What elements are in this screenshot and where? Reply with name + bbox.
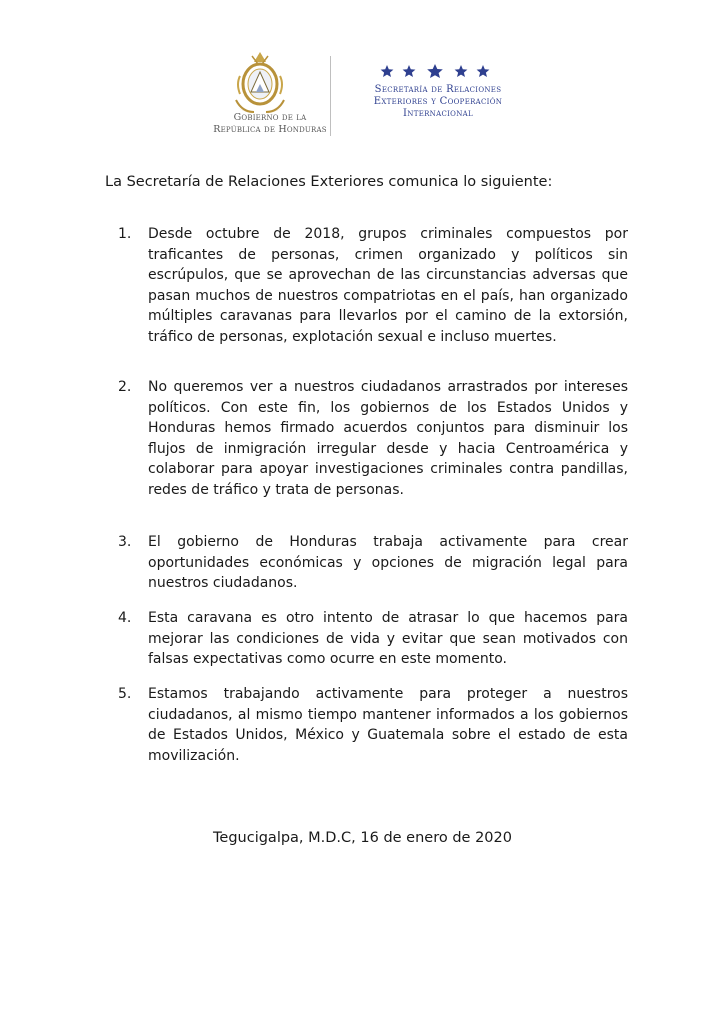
- list-item: [118, 224, 628, 347]
- ministry-line-1: Secretaría de Relaciones: [374, 84, 502, 95]
- list-item: [118, 608, 628, 670]
- ministry-name: [338, 84, 538, 120]
- ministry-line-3: Internacional: [403, 108, 473, 119]
- letterhead: [0, 0, 725, 150]
- item-number: 4.: [118, 610, 132, 626]
- honduras-coat-of-arms-icon: [232, 50, 288, 120]
- item-number: 5.: [118, 686, 132, 702]
- item-text: El gobierno de Honduras trabaja activamente para crear oportunidades económicas y opciones de migración legal para nuestros ciudadanos.: [148, 534, 628, 591]
- list-item: [118, 532, 628, 594]
- place-and-date: Tegucigalpa, M.D.C, 16 de enero de 2020: [213, 830, 512, 846]
- ministry-line-2: Exteriores y Cooperación: [373, 96, 503, 107]
- item-number: 2.: [118, 379, 132, 395]
- intro-statement: La Secretaría de Relaciones Exteriores comunica lo siguiente:: [105, 174, 553, 190]
- item-text: Estamos trabajando activamente para proteger a nuestros ciudadanos, al mismo tiempo mantener informados a los gobiernos de Estados Unidos, México y Guatemala sobre el estado de esta movilización.: [148, 686, 628, 764]
- gov-line-1: Gobierno de la: [233, 112, 307, 123]
- item-number: 1.: [118, 226, 132, 242]
- item-text: Esta caravana es otro intento de atrasar lo que hacemos para mejorar las condiciones de vida y evitar que sean motivados con falsas expectativas como ocurre en este momento.: [148, 610, 628, 667]
- header-divider: [330, 56, 331, 136]
- stars-icon: [380, 64, 490, 78]
- item-number: 3.: [118, 534, 132, 550]
- government-name: [210, 112, 330, 136]
- gov-line-2: República de Honduras: [213, 124, 327, 135]
- list-item: [118, 377, 628, 500]
- item-text: Desde octubre de 2018, grupos criminales compuestos por traficantes de personas, crimen organizado y políticos sin escrúpulos, que se aprovechan de las circunstancias adversas que pasan muchos de nuestros compatriotas en el país, han organizado múltiples caravanas para llevarlos por el camino de la extorsión, tráfico de personas, explotación sexual e incluso muertes.: [148, 226, 628, 345]
- item-text: No queremos ver a nuestros ciudadanos arrastrados por intereses políticos. Con este fin, los gobiernos de los Estados Unidos y Honduras hemos firmado acuerdos conjuntos para disminuir los flujos de inmigración irregular desde y hacia Centroamérica y colaborar para apoyar investigaciones criminales contra pandillas, redes de tráfico y trata de personas.: [148, 379, 628, 498]
- list-item: [118, 684, 628, 766]
